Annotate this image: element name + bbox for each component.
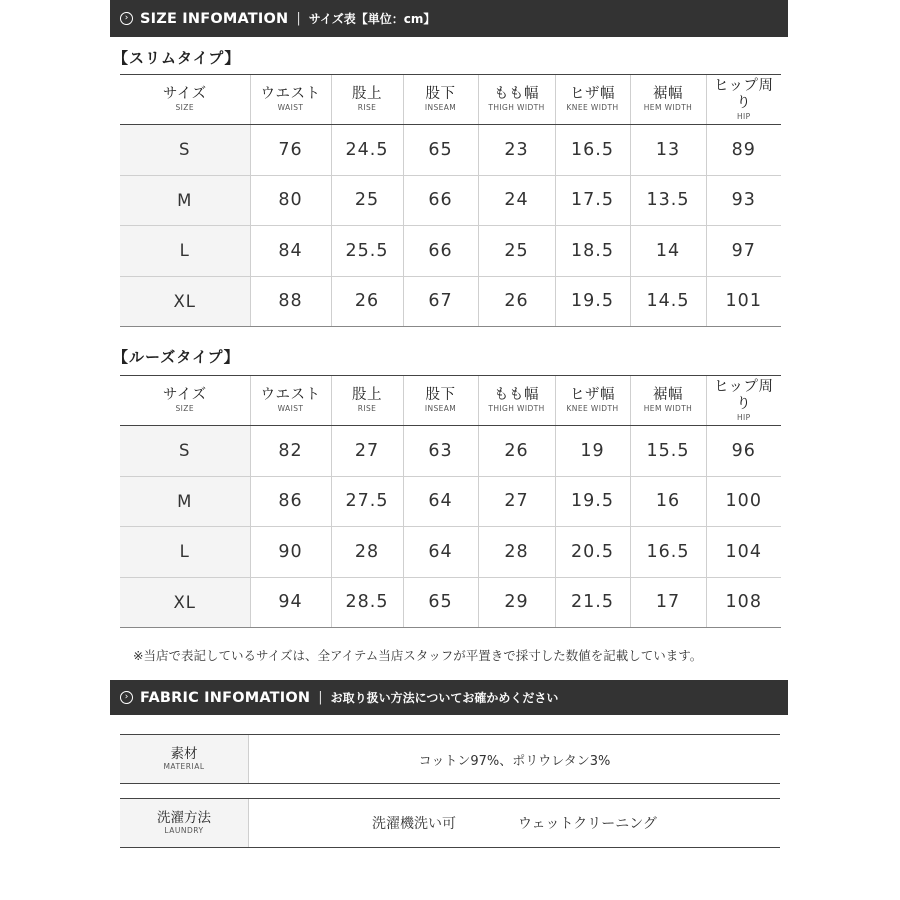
column-header (555, 376, 630, 426)
table-row (120, 476, 781, 527)
measurement-cell: 17.5 (555, 175, 630, 226)
column-header-en: KNEE WIDTH (566, 404, 619, 413)
measurement-cell: 20.5 (555, 527, 630, 578)
column-header-en: KNEE WIDTH (566, 103, 619, 112)
size-label-cell: M (120, 175, 250, 226)
measurement-cell: 65 (403, 577, 478, 628)
table-row (120, 426, 781, 477)
measurement-cell: 76 (250, 125, 331, 176)
column-header-jp: もも幅 (494, 387, 539, 403)
measurement-cell: 14 (630, 226, 706, 277)
column-header-en: SIZE (175, 404, 194, 413)
measurement-cell: 28 (331, 527, 403, 578)
measurement-cell: 26 (478, 426, 555, 477)
measurement-cell: 21.5 (555, 577, 630, 628)
column-header-en: RISE (357, 103, 377, 112)
measurement-cell: 104 (706, 527, 781, 578)
column-header-jp: 裾幅 (653, 387, 683, 403)
column-header-jp: 股上 (352, 86, 382, 102)
measurement-cell: 97 (706, 226, 781, 277)
column-header (120, 75, 250, 125)
slim-type-title: 【スリムタイプ】 (113, 49, 241, 67)
measurement-cell: 27 (478, 476, 555, 527)
measurement-cell: 90 (250, 527, 331, 578)
measurement-cell: 28.5 (331, 577, 403, 628)
slim-header-row (120, 75, 781, 125)
table-row (120, 577, 781, 628)
table-row (120, 175, 781, 226)
measurement-cell: 28 (478, 527, 555, 578)
table-row (120, 226, 781, 277)
column-header-en: HEM WIDTH (643, 404, 693, 413)
chevron-right-circle-icon: › (120, 12, 133, 25)
fabric-info-title: FABRIC INFOMATION (140, 689, 311, 706)
size-info-subtitle: サイズ表【単位：cm】 (308, 12, 436, 26)
material-label (120, 735, 249, 783)
measurement-cell: 26 (331, 276, 403, 327)
column-header-jp: 裾幅 (653, 86, 683, 102)
column-header (403, 75, 478, 125)
column-header-en: WAIST (277, 404, 304, 413)
column-header-jp: もも幅 (494, 86, 539, 102)
column-header (250, 376, 331, 426)
measurement-cell: 94 (250, 577, 331, 628)
column-header-jp: サイズ (162, 86, 207, 102)
column-header (403, 376, 478, 426)
measurement-cell: 18.5 (555, 226, 630, 277)
column-header (120, 376, 250, 426)
measurement-cell: 13.5 (630, 175, 706, 226)
column-header-jp: ウエスト (260, 86, 321, 102)
column-header-en: HIP (736, 111, 751, 121)
column-header-en: INSEAM (424, 103, 457, 112)
size-label-cell: S (120, 426, 250, 477)
size-label-cell: M (120, 476, 250, 527)
column-header (555, 75, 630, 125)
measurement-cell: 63 (403, 426, 478, 477)
measurement-cell: 27 (331, 426, 403, 477)
material-row (120, 734, 780, 784)
table-row (120, 125, 781, 176)
measurement-cell: 66 (403, 175, 478, 226)
column-header-en: THIGH WIDTH (488, 103, 545, 112)
column-header-jp: ウエスト (260, 387, 321, 403)
measurement-cell: 19 (555, 426, 630, 477)
measurement-cell: 19.5 (555, 476, 630, 527)
size-label-cell: XL (120, 577, 250, 628)
measurement-cell: 108 (706, 577, 781, 628)
measurement-cell: 24.5 (331, 125, 403, 176)
measurement-cell: 16 (630, 476, 706, 527)
measurement-cell: 24 (478, 175, 555, 226)
measurement-cell: 16.5 (630, 527, 706, 578)
laundry-label-jp: 洗濯方法 (157, 810, 211, 826)
column-header (630, 376, 706, 426)
slim-size-table (120, 74, 781, 327)
column-header (706, 75, 781, 125)
column-header (331, 75, 403, 125)
column-header-en: HEM WIDTH (643, 103, 693, 112)
column-header (478, 75, 555, 125)
measurement-cell: 93 (706, 175, 781, 226)
column-header-en: HIP (736, 412, 751, 422)
material-label-en: MATERIAL (163, 762, 205, 771)
measurement-cell: 89 (706, 125, 781, 176)
column-header-en: RISE (357, 404, 377, 413)
measurement-cell: 80 (250, 175, 331, 226)
measurement-cell: 17 (630, 577, 706, 628)
measurement-cell: 64 (403, 476, 478, 527)
measurement-cell: 96 (706, 426, 781, 477)
column-header-jp: 股上 (352, 387, 382, 403)
measurement-cell: 84 (250, 226, 331, 277)
material-label-jp: 素材 (170, 746, 198, 762)
measurement-cell: 19.5 (555, 276, 630, 327)
column-header-jp: ヒップ周り (713, 77, 774, 111)
material-value: コットン97%、ポリウレタン3% (418, 753, 611, 769)
fabric-info-subtitle: お取り扱い方法についてお確かめください (330, 691, 559, 705)
size-label-cell: S (120, 125, 250, 176)
measurement-cell: 29 (478, 577, 555, 628)
column-header-en: THIGH WIDTH (488, 404, 545, 413)
table-row (120, 276, 781, 327)
chevron-right-circle-icon: › (120, 691, 133, 704)
loose-type-title: 【ルーズタイプ】 (113, 348, 240, 366)
loose-size-table (120, 375, 781, 628)
bar-separator: | (296, 11, 301, 26)
size-label-cell: L (120, 226, 250, 277)
measurement-cell: 14.5 (630, 276, 706, 327)
measurement-cell: 13 (630, 125, 706, 176)
laundry-value (249, 799, 780, 847)
measurement-cell: 23 (478, 125, 555, 176)
measurement-cell: 15.5 (630, 426, 706, 477)
fabric-info-header-bar (110, 680, 788, 715)
measurement-cell: 66 (403, 226, 478, 277)
laundry-label (120, 799, 249, 847)
measurement-cell: 67 (403, 276, 478, 327)
column-header-jp: ヒザ幅 (570, 387, 615, 403)
column-header-jp: サイズ (162, 387, 207, 403)
size-label-cell: L (120, 527, 250, 578)
column-header-jp: ヒザ幅 (570, 86, 615, 102)
column-header-jp: 股下 (425, 387, 456, 403)
size-info-title: SIZE INFOMATION (140, 10, 289, 27)
table-row (120, 527, 781, 578)
measurement-cell: 65 (403, 125, 478, 176)
measurement-cell: 88 (250, 276, 331, 327)
column-header-en: WAIST (277, 103, 304, 112)
laundry-value-machine-wash: 洗濯機洗い可 (372, 816, 457, 832)
measurement-cell: 25.5 (331, 226, 403, 277)
laundry-value-wet-cleaning: ウェットクリーニング (518, 816, 657, 832)
measurement-cell: 25 (331, 175, 403, 226)
column-header (250, 75, 331, 125)
column-header (478, 376, 555, 426)
measurement-cell: 100 (706, 476, 781, 527)
size-info-header-bar (110, 0, 788, 37)
measurement-cell: 26 (478, 276, 555, 327)
measurement-note: ※当店で表記しているサイズは、全アイテム当店スタッフが平置きで採寸した数値を記載しています。 (133, 648, 703, 663)
laundry-label-en: LAUNDRY (164, 826, 204, 835)
measurement-cell: 86 (250, 476, 331, 527)
size-label-cell: XL (120, 276, 250, 327)
column-header-en: SIZE (175, 103, 194, 112)
measurement-cell: 25 (478, 226, 555, 277)
laundry-row (120, 798, 780, 848)
column-header (706, 376, 781, 426)
measurement-cell: 16.5 (555, 125, 630, 176)
measurement-cell: 101 (706, 276, 781, 327)
measurement-cell: 82 (250, 426, 331, 477)
column-header-jp: ヒップ周り (713, 378, 774, 412)
loose-header-row (120, 376, 781, 426)
measurement-cell: 27.5 (331, 476, 403, 527)
measurement-cell: 64 (403, 527, 478, 578)
bar-separator: | (318, 690, 323, 705)
column-header (630, 75, 706, 125)
column-header-en: INSEAM (424, 404, 457, 413)
column-header (331, 376, 403, 426)
column-header-jp: 股下 (425, 86, 456, 102)
